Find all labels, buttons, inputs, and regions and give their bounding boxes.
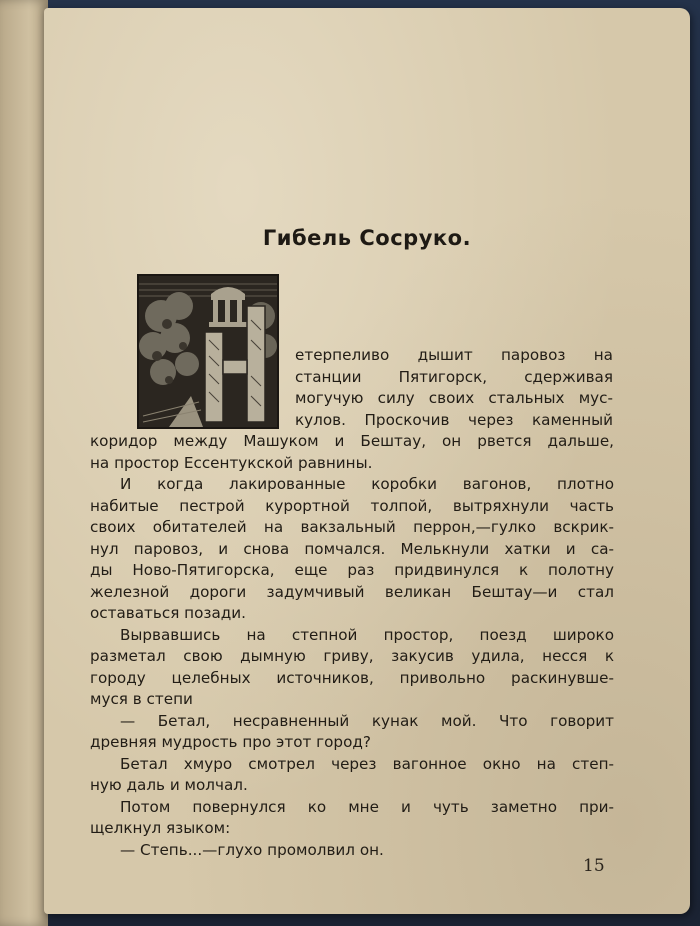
text-line: разметал свою дымную гриву, закусив удила, несся к	[90, 647, 614, 665]
text-line: — Степь...—глухо промолвил он.	[120, 840, 384, 859]
text-line: городу целебных источников, привольно раскинувше-	[90, 668, 614, 687]
opening-lines	[295, 345, 613, 431]
text-line: ды Ново-Пятигорска, еще раз придвинулся к полотну	[90, 561, 614, 579]
text-line: нул паровоз, и снова помчался. Мелькнули хатки и са-	[90, 539, 614, 558]
text-line: своих обитателей на вакзальный перрон,—гулко вскрик-	[90, 518, 614, 536]
text-line: коридор между Машуком и Бештау, он рвется дальше,	[90, 432, 614, 450]
text-line: набитые пестрой курортной толпой, вытряхнули часть	[90, 496, 614, 515]
text-line: оставаться позади.	[90, 604, 246, 622]
text-line: щелкнул языком:	[90, 819, 231, 837]
text-line: Бетал хмуро смотрел через вагонное окно на степ-	[120, 754, 614, 773]
body-text	[90, 431, 614, 861]
text-line: древняя мудрость про этот город?	[90, 733, 371, 751]
text-line: Потом повернулся ко мне и чуть заметно при-	[120, 797, 614, 816]
previous-page-edge	[0, 0, 48, 926]
text-line: на простор Ессентукской равнины.	[90, 453, 373, 472]
illustrated-dropcap	[137, 274, 279, 429]
text-line: кулов. Проскочив через каменный	[295, 410, 613, 429]
text-line: железной дороги задумчивый великан Бештау—и стал	[90, 582, 614, 601]
text-line: И когда лакированные коробки вагонов, плотно	[120, 475, 614, 493]
dropcap-illustration	[139, 276, 277, 427]
text-line: Вырвавшись на степной простор, поезд широко	[120, 625, 614, 644]
text-line: могучую силу своих стальных мус-	[295, 389, 613, 407]
text-line: етерпеливо дышит паровоз на	[295, 346, 613, 364]
book-page	[44, 8, 690, 914]
text-line: муся в степи	[90, 690, 193, 708]
text-line: ную даль и молчал.	[90, 776, 248, 794]
page-number: 15	[583, 856, 605, 876]
chapter-title: Гибель Сосруко.	[262, 226, 472, 250]
text-line: станции Пятигорск, сдерживая	[295, 367, 613, 386]
text-line: — Бетал, несравненный кунак мой. Что говорит	[120, 711, 614, 730]
